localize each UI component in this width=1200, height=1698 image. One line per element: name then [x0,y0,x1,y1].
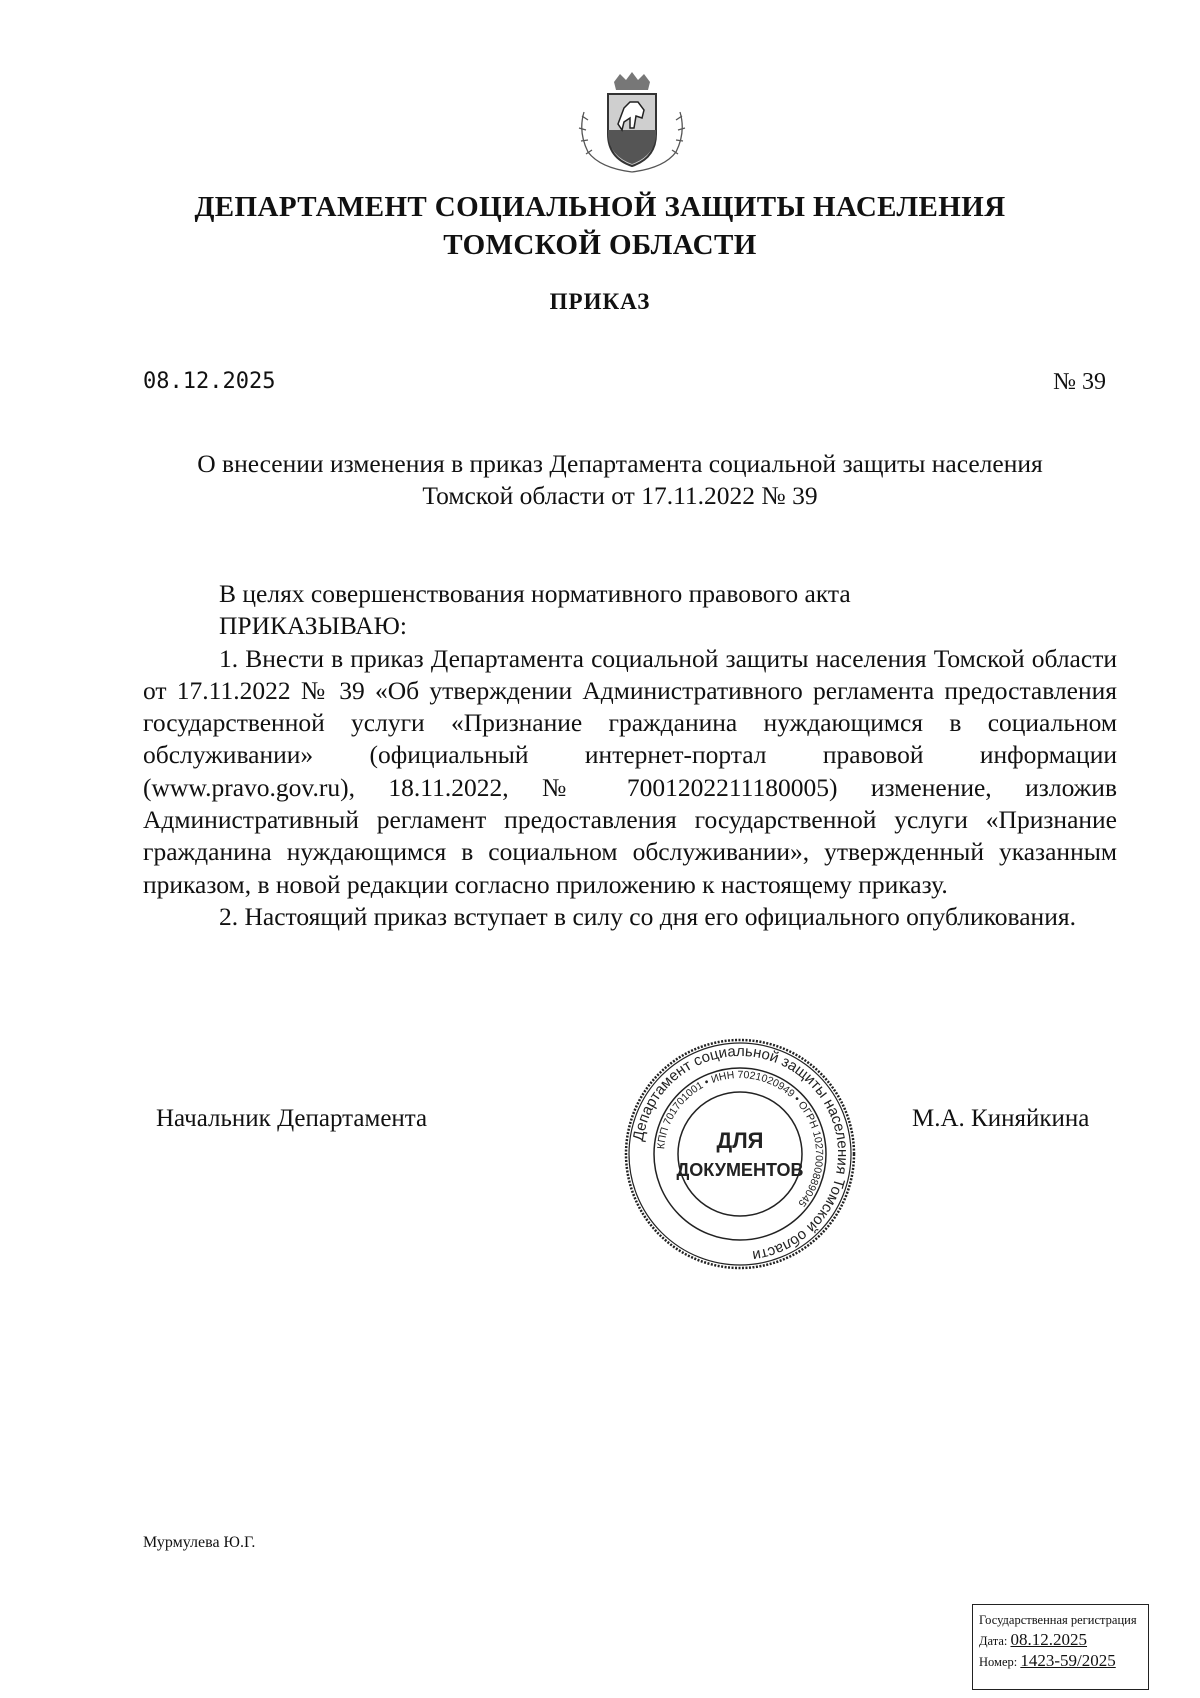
organization-name-line1: ДЕПАРТАМЕНТ СОЦИАЛЬНОЙ ЗАЩИТЫ НАСЕЛЕНИЯ [194,191,1006,223]
document-type: ПРИКАЗ [549,289,651,314]
registration-box [972,1604,1149,1690]
item-2: 2. Настоящий приказ вступает в силу со дня его официального опубликования. [219,901,1076,931]
order-word: ПРИКАЗЫВАЮ: [219,611,407,641]
document-date: 08.12.2025 [143,369,276,394]
subject-line1: О внесении изменения в приказ Департамента социальной защиты населения [197,449,1043,478]
tomsk-coat-of-arms-icon [574,72,690,174]
subject-line2: Томской области от 17.11.2022 № 39 [422,481,818,510]
registration-number-row [979,1651,1142,1672]
stamp-ring-text: КПП 701701001 • ИНН 7021020949 • ОГРН 1027000889045 [655,1068,826,1209]
official-stamp [622,1036,858,1272]
signatory-position: Начальник Департамента [156,1105,428,1132]
registration-title: Государственная регистрация [979,1613,1137,1627]
document-number: № 39 [1053,369,1106,395]
signatory-name: М.А. Киняйкина [912,1105,1090,1132]
registration-number-value: 1423-59/2025 [1020,1651,1116,1670]
executor-name: Мурмулева Ю.Г. [143,1534,256,1551]
registration-date-row [979,1630,1142,1651]
registration-number-label: Номер: [979,1655,1018,1669]
document-body [143,578,1117,933]
stamp-outer-text: Департамент социальной защиты населения Томской области [629,1042,852,1265]
stamp-center-line1: ДЛЯ [716,1128,764,1153]
registration-date-value: 08.12.2025 [1010,1630,1088,1649]
stamp-center-line2: ДОКУМЕНТОВ [676,1160,804,1180]
preamble: В целях совершенствования нормативного правового акта [219,579,851,608]
registration-date-label: Дата: [979,1634,1008,1648]
item-1: 1. Внести в приказ Департамента социальной защиты населения Томской области от 17.11.2022 № 39 «Об утверждении Административного регламента предоставления государственной услуги «Признание гражданина нуждающимся в социальном обслуживании» (официальный интернет-портал правовой информации (www.pravo.gov.ru), 18.11.2022, № 7001202211180005) изменение, изложив Административный регламент предоставления государственной услуги «Признание гражданина нуждающимся в социальном обслуживании», утвержденный указанным приказом, в новой редакции согласно приложению к настоящему приказу. [143,643,1117,899]
document-subject [140,448,1100,512]
organization-name-line2: ТОМСКОЙ ОБЛАСТИ [443,229,757,261]
